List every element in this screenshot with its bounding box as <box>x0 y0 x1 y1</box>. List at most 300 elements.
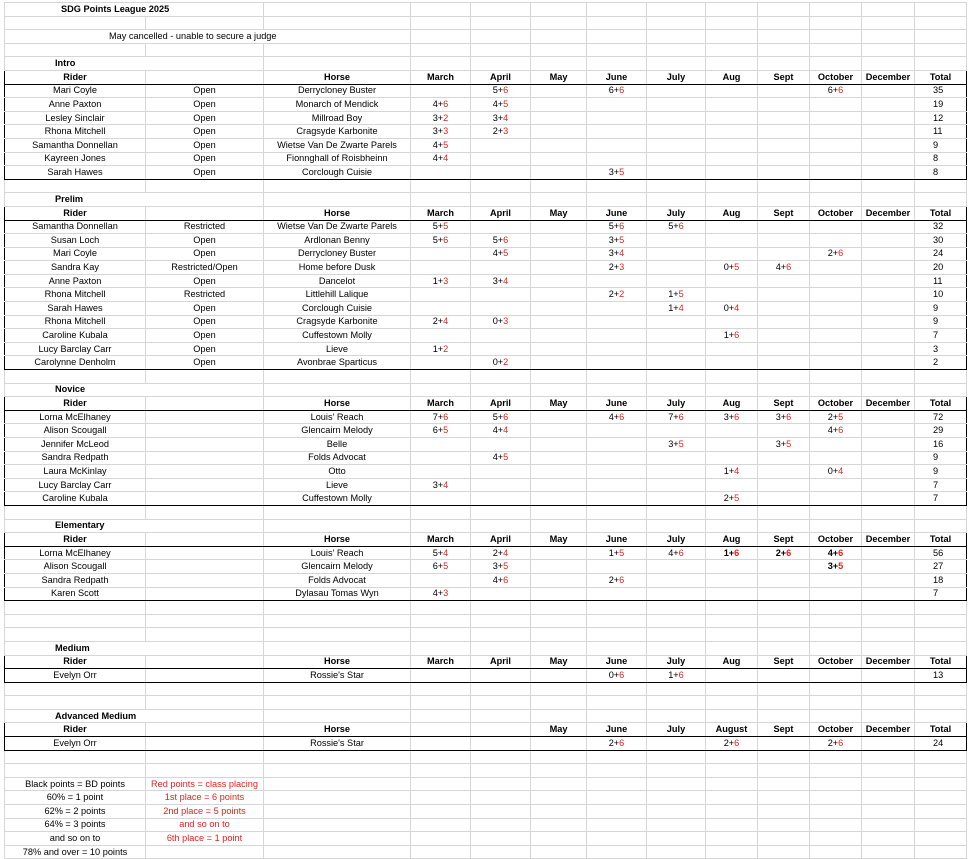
july-points[interactable] <box>647 492 706 506</box>
december-points[interactable] <box>862 587 915 601</box>
rider-name[interactable]: Sandra Kay <box>5 261 146 275</box>
may-points[interactable] <box>531 220 587 234</box>
december-points[interactable] <box>862 560 915 574</box>
december-points[interactable] <box>862 125 915 139</box>
aug-points[interactable] <box>706 410 758 424</box>
class-type[interactable]: Open <box>146 342 264 356</box>
empty-cell[interactable] <box>471 383 531 397</box>
sept-points[interactable] <box>758 288 810 302</box>
empty-cell[interactable] <box>706 179 758 193</box>
total-points[interactable]: 12 <box>915 111 967 125</box>
header-june[interactable]: June <box>587 723 647 737</box>
empty-cell[interactable] <box>5 750 146 764</box>
empty-cell[interactable] <box>758 16 810 30</box>
header-july[interactable]: July <box>647 655 706 669</box>
empty-cell[interactable] <box>5 370 146 384</box>
empty-cell[interactable] <box>810 791 862 805</box>
total-points[interactable]: 8 <box>915 152 967 166</box>
december-points[interactable] <box>862 166 915 180</box>
march-points[interactable] <box>411 410 471 424</box>
empty-cell[interactable] <box>810 383 862 397</box>
total-points[interactable]: 7 <box>915 329 967 343</box>
header-total[interactable]: Total <box>915 206 967 220</box>
empty-cell[interactable] <box>146 179 264 193</box>
empty-cell[interactable] <box>264 832 411 846</box>
empty-cell[interactable] <box>264 370 411 384</box>
march-points[interactable] <box>411 669 471 683</box>
sept-points[interactable] <box>758 138 810 152</box>
header-aug[interactable]: Aug <box>706 70 758 84</box>
sept-points[interactable] <box>758 342 810 356</box>
empty-cell[interactable] <box>471 370 531 384</box>
aug-points[interactable] <box>706 424 758 438</box>
total-points[interactable]: 9 <box>915 451 967 465</box>
empty-cell[interactable] <box>587 383 647 397</box>
empty-cell[interactable] <box>5 16 146 30</box>
legend-placing-points[interactable] <box>146 845 264 859</box>
empty-cell[interactable] <box>758 682 810 696</box>
class-type[interactable]: Open <box>146 152 264 166</box>
total-points[interactable]: 9 <box>915 138 967 152</box>
sept-points[interactable] <box>758 234 810 248</box>
may-points[interactable] <box>531 573 587 587</box>
december-points[interactable] <box>862 669 915 683</box>
rider-name[interactable]: Rhona Mitchell <box>5 288 146 302</box>
total-points[interactable]: 24 <box>915 737 967 751</box>
april-points[interactable] <box>471 84 531 98</box>
total-points[interactable]: 9 <box>915 465 967 479</box>
empty-cell[interactable] <box>862 193 915 207</box>
class-type[interactable]: Open <box>146 356 264 370</box>
october-points[interactable] <box>810 492 862 506</box>
total-points[interactable]: 7 <box>915 587 967 601</box>
june-points[interactable] <box>587 410 647 424</box>
empty-cell[interactable] <box>587 750 647 764</box>
december-points[interactable] <box>862 261 915 275</box>
april-points[interactable] <box>471 247 531 261</box>
june-points[interactable] <box>587 261 647 275</box>
april-points[interactable] <box>471 234 531 248</box>
header-march[interactable]: March <box>411 533 471 547</box>
empty-cell[interactable] <box>471 805 531 819</box>
total-points[interactable]: 13 <box>915 669 967 683</box>
empty-cell[interactable] <box>758 805 810 819</box>
empty-cell[interactable] <box>587 832 647 846</box>
total-points[interactable]: 11 <box>915 274 967 288</box>
empty-cell[interactable] <box>915 193 967 207</box>
legend-placing-points[interactable]: 6th place = 1 point <box>146 832 264 846</box>
april-points[interactable] <box>471 478 531 492</box>
october-points[interactable] <box>810 84 862 98</box>
july-points[interactable] <box>647 546 706 560</box>
empty-cell[interactable] <box>706 832 758 846</box>
may-points[interactable] <box>531 342 587 356</box>
march-points[interactable] <box>411 220 471 234</box>
empty-cell[interactable] <box>758 696 810 710</box>
empty-cell[interactable] <box>810 696 862 710</box>
empty-cell[interactable] <box>758 709 810 723</box>
horse-name[interactable]: Glencairn Melody <box>264 424 411 438</box>
aug-points[interactable] <box>706 234 758 248</box>
rider-name[interactable]: Caroline Kubala <box>5 492 146 506</box>
empty-cell[interactable] <box>758 777 810 791</box>
empty-cell[interactable] <box>264 614 411 628</box>
empty-cell[interactable] <box>587 370 647 384</box>
empty-cell[interactable] <box>706 777 758 791</box>
march-points[interactable] <box>411 288 471 302</box>
legend-bd-points[interactable]: and so on to <box>5 832 146 846</box>
header-december[interactable]: December <box>862 70 915 84</box>
aug-points[interactable] <box>706 546 758 560</box>
horse-name[interactable]: Home before Dusk <box>264 261 411 275</box>
empty-cell[interactable] <box>411 614 471 628</box>
empty-cell[interactable] <box>758 3 810 17</box>
section-title[interactable]: Prelim <box>5 193 264 207</box>
horse-name[interactable]: Cuffestown Molly <box>264 492 411 506</box>
header-horse[interactable]: Horse <box>264 655 411 669</box>
horse-name[interactable]: Rossie's Star <box>264 737 411 751</box>
sept-points[interactable] <box>758 492 810 506</box>
empty-cell[interactable] <box>587 641 647 655</box>
march-points[interactable] <box>411 356 471 370</box>
march-points[interactable] <box>411 98 471 112</box>
class-type[interactable]: Restricted <box>146 288 264 302</box>
december-points[interactable] <box>862 152 915 166</box>
empty-cell[interactable] <box>411 805 471 819</box>
empty-cell[interactable] <box>647 764 706 778</box>
empty-cell[interactable] <box>146 628 264 642</box>
empty-cell[interactable] <box>758 505 810 519</box>
empty-cell[interactable] <box>531 709 587 723</box>
total-points[interactable]: 11 <box>915 125 967 139</box>
horse-name[interactable]: Louis' Reach <box>264 410 411 424</box>
total-points[interactable]: 20 <box>915 261 967 275</box>
empty-cell[interactable] <box>531 777 587 791</box>
october-points[interactable] <box>810 573 862 587</box>
empty-cell[interactable] <box>758 370 810 384</box>
horse-name[interactable]: Monarch of Mendick <box>264 98 411 112</box>
empty-cell[interactable] <box>647 628 706 642</box>
class-type[interactable]: Open <box>146 234 264 248</box>
empty-cell[interactable] <box>587 43 647 57</box>
empty-cell[interactable] <box>411 16 471 30</box>
march-points[interactable] <box>411 342 471 356</box>
legend-placing-points[interactable]: 2nd place = 5 points <box>146 805 264 819</box>
june-points[interactable] <box>587 125 647 139</box>
empty-cell[interactable] <box>264 641 411 655</box>
rider-name[interactable]: Alison Scougall <box>5 560 146 574</box>
horse-name[interactable]: Ardlonan Benny <box>264 234 411 248</box>
october-points[interactable] <box>810 274 862 288</box>
empty-cell[interactable] <box>531 805 587 819</box>
march-points[interactable] <box>411 166 471 180</box>
december-points[interactable] <box>862 274 915 288</box>
header-horse[interactable]: Horse <box>264 533 411 547</box>
horse-name[interactable]: Littlehill Lalique <box>264 288 411 302</box>
empty-cell[interactable] <box>758 43 810 57</box>
empty-cell[interactable] <box>810 845 862 859</box>
march-points[interactable] <box>411 247 471 261</box>
sept-points[interactable] <box>758 451 810 465</box>
rider-name[interactable]: Kayreen Jones <box>5 152 146 166</box>
empty-cell[interactable] <box>587 30 647 44</box>
empty-cell[interactable] <box>471 16 531 30</box>
june-points[interactable] <box>587 492 647 506</box>
empty-cell[interactable] <box>5 696 146 710</box>
empty-cell[interactable] <box>411 601 471 615</box>
march-points[interactable] <box>411 138 471 152</box>
empty-cell[interactable] <box>471 777 531 791</box>
empty-cell[interactable] <box>647 30 706 44</box>
aug-points[interactable] <box>706 274 758 288</box>
empty-cell[interactable] <box>587 16 647 30</box>
april-points[interactable] <box>471 315 531 329</box>
empty-cell[interactable] <box>915 43 967 57</box>
june-points[interactable] <box>587 98 647 112</box>
header-december[interactable]: December <box>862 206 915 220</box>
april-points[interactable] <box>471 424 531 438</box>
aug-points[interactable] <box>706 492 758 506</box>
july-points[interactable] <box>647 220 706 234</box>
july-points[interactable] <box>647 98 706 112</box>
empty-cell[interactable] <box>758 791 810 805</box>
july-points[interactable] <box>647 247 706 261</box>
empty-cell[interactable] <box>706 383 758 397</box>
rider-name[interactable]: Laura McKinlay <box>5 465 146 479</box>
may-points[interactable] <box>531 560 587 574</box>
july-points[interactable] <box>647 261 706 275</box>
rider-name[interactable]: Samantha Donnellan <box>5 220 146 234</box>
empty-cell[interactable] <box>915 628 967 642</box>
empty-cell[interactable] <box>264 764 411 778</box>
horse-name[interactable]: Glencairn Melody <box>264 560 411 574</box>
total-points[interactable]: 2 <box>915 356 967 370</box>
october-points[interactable] <box>810 111 862 125</box>
empty-cell[interactable] <box>264 505 411 519</box>
header-class[interactable] <box>146 206 264 220</box>
empty-cell[interactable] <box>471 30 531 44</box>
empty-cell[interactable] <box>587 601 647 615</box>
july-points[interactable] <box>647 125 706 139</box>
sept-points[interactable] <box>758 478 810 492</box>
empty-cell[interactable] <box>647 57 706 71</box>
april-points[interactable] <box>471 669 531 683</box>
empty-cell[interactable] <box>531 601 587 615</box>
empty-cell[interactable] <box>758 750 810 764</box>
horse-name[interactable]: Wietse Van De Zwarte Parels <box>264 138 411 152</box>
empty-cell[interactable] <box>915 818 967 832</box>
header-horse[interactable]: Horse <box>264 723 411 737</box>
empty-cell[interactable] <box>647 614 706 628</box>
header-april[interactable]: April <box>471 206 531 220</box>
march-points[interactable] <box>411 152 471 166</box>
sept-points[interactable] <box>758 424 810 438</box>
may-points[interactable] <box>531 587 587 601</box>
horse-name[interactable]: Wietse Van De Zwarte Parels <box>264 220 411 234</box>
empty-cell[interactable] <box>647 3 706 17</box>
july-points[interactable] <box>647 234 706 248</box>
rider-name[interactable]: Alison Scougall <box>5 424 146 438</box>
header-october[interactable]: October <box>810 655 862 669</box>
april-points[interactable] <box>471 573 531 587</box>
empty-cell[interactable] <box>587 764 647 778</box>
may-points[interactable] <box>531 451 587 465</box>
empty-cell[interactable] <box>862 16 915 30</box>
header-october[interactable]: October <box>810 533 862 547</box>
aug-points[interactable] <box>706 315 758 329</box>
empty-cell[interactable] <box>758 30 810 44</box>
empty-cell[interactable] <box>862 519 915 533</box>
empty-cell[interactable] <box>810 750 862 764</box>
april-points[interactable] <box>471 302 531 316</box>
class-type[interactable]: Open <box>146 329 264 343</box>
june-points[interactable] <box>587 111 647 125</box>
empty-cell[interactable] <box>531 3 587 17</box>
june-points[interactable] <box>587 560 647 574</box>
july-points[interactable] <box>647 274 706 288</box>
july-points[interactable] <box>647 451 706 465</box>
sept-points[interactable] <box>758 438 810 452</box>
empty-cell[interactable] <box>810 16 862 30</box>
empty-cell[interactable] <box>264 818 411 832</box>
october-points[interactable] <box>810 125 862 139</box>
empty-cell[interactable] <box>810 628 862 642</box>
empty-cell[interactable] <box>264 777 411 791</box>
july-points[interactable] <box>647 356 706 370</box>
header-december[interactable]: December <box>862 723 915 737</box>
class-type[interactable] <box>146 560 264 574</box>
empty-cell[interactable] <box>647 845 706 859</box>
horse-name[interactable]: Fionnghall of Roisbheinn <box>264 152 411 166</box>
class-type[interactable] <box>146 410 264 424</box>
empty-cell[interactable] <box>411 628 471 642</box>
class-type[interactable]: Open <box>146 138 264 152</box>
empty-cell[interactable] <box>411 682 471 696</box>
empty-cell[interactable] <box>915 519 967 533</box>
empty-cell[interactable] <box>647 777 706 791</box>
header-july[interactable]: July <box>647 533 706 547</box>
may-points[interactable] <box>531 125 587 139</box>
header-class[interactable] <box>146 70 264 84</box>
empty-cell[interactable] <box>471 818 531 832</box>
empty-cell[interactable] <box>411 791 471 805</box>
june-points[interactable] <box>587 329 647 343</box>
empty-cell[interactable] <box>531 845 587 859</box>
empty-cell[interactable] <box>264 750 411 764</box>
empty-cell[interactable] <box>915 3 967 17</box>
april-points[interactable] <box>471 560 531 574</box>
april-points[interactable] <box>471 438 531 452</box>
july-points[interactable] <box>647 166 706 180</box>
legend-bd-points[interactable]: 60% = 1 point <box>5 791 146 805</box>
horse-name[interactable]: Otto <box>264 465 411 479</box>
empty-cell[interactable] <box>471 3 531 17</box>
empty-cell[interactable] <box>706 791 758 805</box>
may-points[interactable] <box>531 288 587 302</box>
empty-cell[interactable] <box>264 519 411 533</box>
empty-cell[interactable] <box>587 614 647 628</box>
june-points[interactable] <box>587 274 647 288</box>
may-points[interactable] <box>531 546 587 560</box>
empty-cell[interactable] <box>647 805 706 819</box>
april-points[interactable] <box>471 546 531 560</box>
header-may[interactable]: May <box>531 533 587 547</box>
may-points[interactable] <box>531 247 587 261</box>
class-type[interactable] <box>146 737 264 751</box>
empty-cell[interactable] <box>862 370 915 384</box>
header-december[interactable]: December <box>862 397 915 411</box>
empty-cell[interactable] <box>411 750 471 764</box>
header-december[interactable]: December <box>862 655 915 669</box>
header-horse[interactable]: Horse <box>264 206 411 220</box>
empty-cell[interactable] <box>411 505 471 519</box>
empty-cell[interactable] <box>5 179 146 193</box>
header-april[interactable]: April <box>471 70 531 84</box>
aug-points[interactable] <box>706 125 758 139</box>
class-type[interactable]: Open <box>146 315 264 329</box>
empty-cell[interactable] <box>862 845 915 859</box>
empty-cell[interactable] <box>531 764 587 778</box>
june-points[interactable] <box>587 315 647 329</box>
header-total[interactable]: Total <box>915 533 967 547</box>
sept-points[interactable] <box>758 166 810 180</box>
header-sept[interactable]: Sept <box>758 533 810 547</box>
sept-points[interactable] <box>758 669 810 683</box>
rider-name[interactable]: Anne Paxton <box>5 98 146 112</box>
header-july[interactable]: July <box>647 70 706 84</box>
class-type[interactable] <box>146 465 264 479</box>
october-points[interactable] <box>810 478 862 492</box>
class-type[interactable] <box>146 438 264 452</box>
empty-cell[interactable] <box>531 818 587 832</box>
rider-name[interactable]: Sandra Redpath <box>5 451 146 465</box>
empty-cell[interactable] <box>411 818 471 832</box>
class-type[interactable]: Open <box>146 111 264 125</box>
empty-cell[interactable] <box>915 30 967 44</box>
may-points[interactable] <box>531 166 587 180</box>
may-points[interactable] <box>531 737 587 751</box>
rider-name[interactable]: Anne Paxton <box>5 274 146 288</box>
april-points[interactable] <box>471 587 531 601</box>
class-type[interactable]: Open <box>146 247 264 261</box>
empty-cell[interactable] <box>758 519 810 533</box>
rider-name[interactable]: Sarah Hawes <box>5 166 146 180</box>
march-points[interactable] <box>411 111 471 125</box>
empty-cell[interactable] <box>587 777 647 791</box>
empty-cell[interactable] <box>915 383 967 397</box>
section-title[interactable]: Novice <box>5 383 264 397</box>
horse-name[interactable]: Lieve <box>264 478 411 492</box>
march-points[interactable] <box>411 234 471 248</box>
header-july[interactable]: July <box>647 397 706 411</box>
empty-cell[interactable] <box>587 682 647 696</box>
empty-cell[interactable] <box>915 805 967 819</box>
march-points[interactable] <box>411 478 471 492</box>
december-points[interactable] <box>862 315 915 329</box>
may-points[interactable] <box>531 84 587 98</box>
april-points[interactable] <box>471 138 531 152</box>
may-points[interactable] <box>531 465 587 479</box>
march-points[interactable] <box>411 451 471 465</box>
empty-cell[interactable] <box>471 709 531 723</box>
october-points[interactable] <box>810 410 862 424</box>
header-october[interactable]: October <box>810 397 862 411</box>
empty-cell[interactable] <box>587 791 647 805</box>
december-points[interactable] <box>862 737 915 751</box>
empty-cell[interactable] <box>915 370 967 384</box>
empty-cell[interactable] <box>587 519 647 533</box>
horse-name[interactable]: Derrycloney Buster <box>264 84 411 98</box>
